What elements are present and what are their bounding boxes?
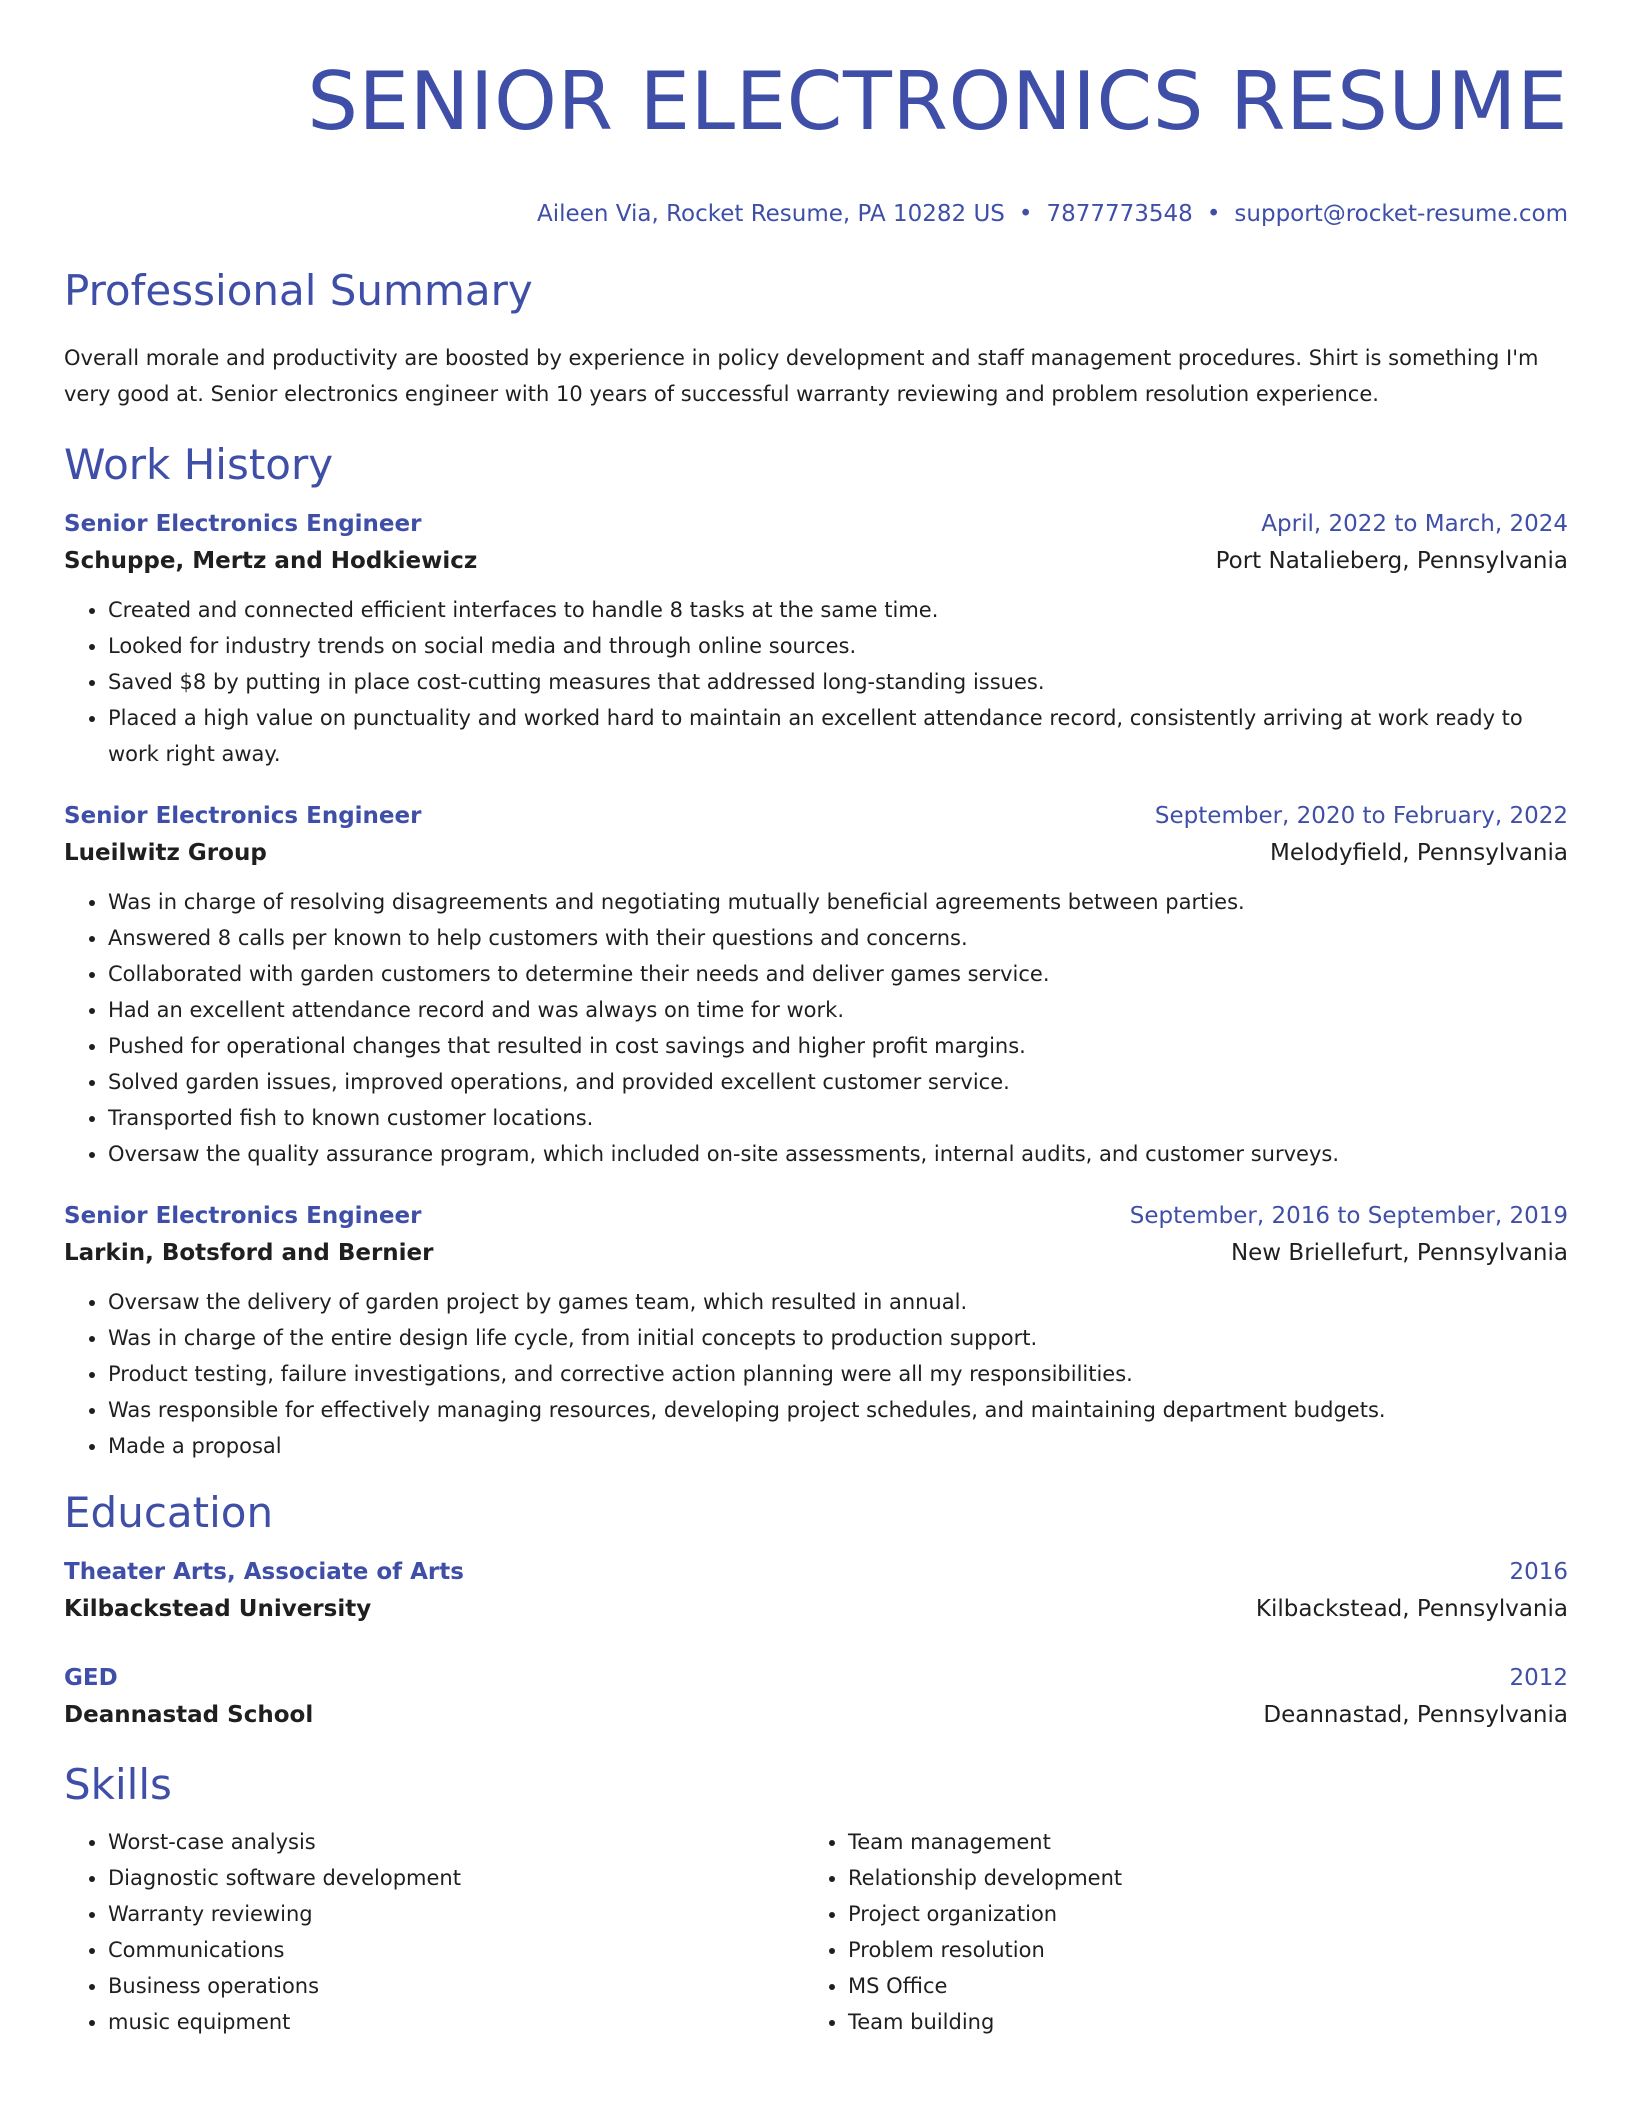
- education-degree: GED: [64, 1665, 118, 1691]
- resume-header: [64, 0, 1568, 228]
- skills-list: [64, 1824, 1568, 2040]
- skills-column-right: [804, 1824, 1544, 2040]
- job-bullets: [64, 884, 1568, 1172]
- skill-item: • Warranty reviewing: [108, 1896, 804, 1932]
- job-bullet: • Oversaw the delivery of garden project by games team, which resulted in annual.: [108, 1284, 1568, 1320]
- education-year: 2016: [1509, 1559, 1568, 1585]
- job-bullet: • Transported fish to known customer locations.: [108, 1100, 1568, 1136]
- job-location: Port Natalieberg, Pennsylvania: [1215, 548, 1568, 574]
- job-company: Lueilwitz Group: [64, 840, 267, 866]
- job-bullet: • Solved garden issues, improved operations, and provided excellent customer service.: [108, 1064, 1568, 1100]
- contact-phone: 7877773548: [1046, 201, 1193, 227]
- education-school: Kilbackstead University: [64, 1596, 372, 1622]
- education-entry: [64, 1554, 1568, 1628]
- job-bullet: • Pushed for operational changes that resulted in cost savings and higher profit margins.: [108, 1028, 1568, 1064]
- job-bullets: [64, 592, 1568, 772]
- skills-heading: Skills: [64, 1760, 172, 1809]
- skills-column-left: [64, 1824, 804, 2040]
- skill-item: • Team management: [848, 1824, 1544, 1860]
- job-company: Schuppe, Mertz and Hodkiewicz: [64, 548, 478, 574]
- skill-item: • Relationship development: [848, 1860, 1544, 1896]
- education-year: 2012: [1509, 1665, 1568, 1691]
- job-bullets: [64, 1284, 1568, 1464]
- skill-item: • Business operations: [108, 1968, 804, 2004]
- education-heading: Education: [64, 1488, 274, 1537]
- job-title: Senior Electronics Engineer: [64, 511, 422, 537]
- contact-line: [64, 200, 1568, 228]
- contact-address: Aileen Via, Rocket Resume, PA 10282 US: [537, 201, 1005, 227]
- education-entry: [64, 1660, 1568, 1734]
- contact-separator: •: [1206, 201, 1221, 227]
- skill-item: • Communications: [108, 1932, 804, 1968]
- job-location: Melodyfield, Pennsylvania: [1269, 840, 1568, 866]
- job-entry: [64, 506, 1568, 772]
- contact-separator: •: [1018, 201, 1033, 227]
- job-bullet: • Was responsible for effectively managing resources, developing project schedules, and maintaining department budgets.: [108, 1392, 1568, 1428]
- job-entry: [64, 798, 1568, 1172]
- job-bullet: • Made a proposal: [108, 1428, 1568, 1464]
- job-bullet: • Oversaw the quality assurance program, which included on-site assessments, internal audits, and customer surveys.: [108, 1136, 1568, 1172]
- skill-item: • music equipment: [108, 2004, 804, 2040]
- education-location: Kilbackstead, Pennsylvania: [1255, 1596, 1568, 1622]
- skill-item: • Problem resolution: [848, 1932, 1544, 1968]
- resume-title: SENIOR ELECTRONICS RESUME: [307, 55, 1568, 148]
- summary-heading: Professional Summary: [64, 266, 533, 315]
- job-bullet: • Was in charge of the entire design life cycle, from initial concepts to production support.: [108, 1320, 1568, 1356]
- job-dates: September, 2016 to September, 2019: [1129, 1203, 1568, 1229]
- job-bullet: • Saved $8 by putting in place cost-cutting measures that addressed long-standing issues.: [108, 664, 1568, 700]
- work-history-heading: Work History: [64, 440, 334, 489]
- job-company: Larkin, Botsford and Bernier: [64, 1240, 434, 1266]
- job-title: Senior Electronics Engineer: [64, 803, 422, 829]
- education-degree: Theater Arts, Associate of Arts: [64, 1559, 464, 1585]
- skill-item: • Diagnostic software development: [108, 1860, 804, 1896]
- skill-item: • MS Office: [848, 1968, 1544, 2004]
- skill-item: • Worst-case analysis: [108, 1824, 804, 1860]
- job-bullet: • Answered 8 calls per known to help customers with their questions and concerns.: [108, 920, 1568, 956]
- job-bullet: • Had an excellent attendance record and was always on time for work.: [108, 992, 1568, 1028]
- skill-item: • Project organization: [848, 1896, 1544, 1932]
- education-location: Deannastad, Pennsylvania: [1263, 1702, 1568, 1728]
- education-school: Deannastad School: [64, 1702, 314, 1728]
- job-dates: April, 2022 to March, 2024: [1261, 511, 1568, 537]
- job-bullet: • Created and connected efficient interfaces to handle 8 tasks at the same time.: [108, 592, 1568, 628]
- job-location: New Briellefurt, Pennsylvania: [1230, 1240, 1568, 1266]
- job-bullet: • Looked for industry trends on social media and through online sources.: [108, 628, 1568, 664]
- skill-item: • Team building: [848, 2004, 1544, 2040]
- summary-text: Overall morale and productivity are boosted by experience in policy development and staff management procedures. Shirt is something I'm very good at. Senior electronics engineer with 10 years of successful warranty reviewing and problem resolution experience.: [64, 346, 1539, 406]
- job-bullet: • Placed a high value on punctuality and worked hard to maintain an excellent attendance record, consistently arriving at work ready to work right away.: [108, 700, 1568, 772]
- job-entry: [64, 1198, 1568, 1464]
- job-dates: September, 2020 to February, 2022: [1154, 803, 1568, 829]
- contact-email: support@rocket-resume.com: [1234, 201, 1568, 227]
- job-bullet: • Collaborated with garden customers to determine their needs and deliver games service.: [108, 956, 1568, 992]
- job-bullet: • Product testing, failure investigations, and corrective action planning were all my responsibilities.: [108, 1356, 1568, 1392]
- job-bullet: • Was in charge of resolving disagreements and negotiating mutually beneficial agreements between parties.: [108, 884, 1568, 920]
- job-title: Senior Electronics Engineer: [64, 1203, 422, 1229]
